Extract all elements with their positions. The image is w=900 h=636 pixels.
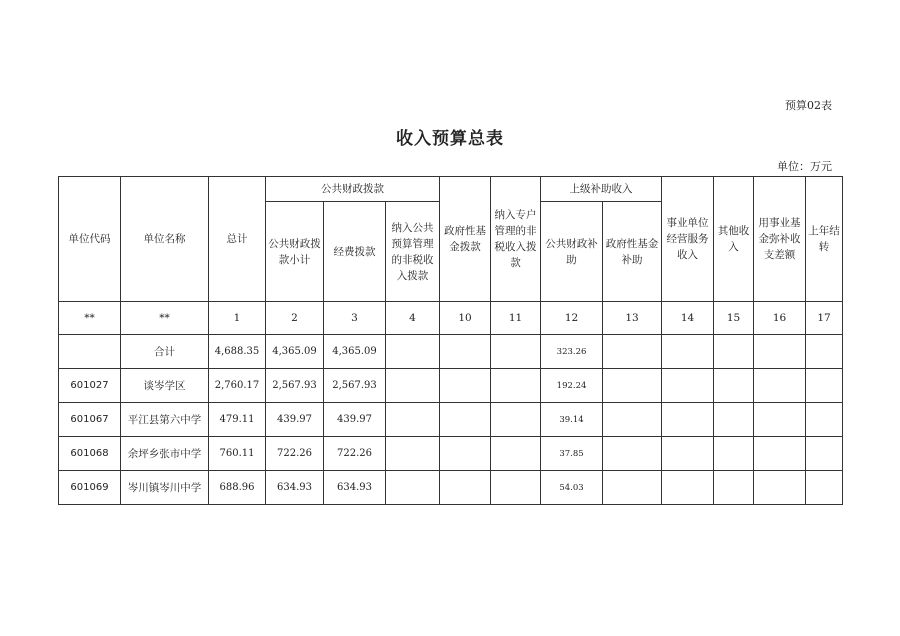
index-cell: 17 — [806, 302, 843, 335]
cell-fund-subsidy — [603, 437, 662, 471]
cell-fund-subsidy — [603, 335, 662, 369]
cell-name: 谈岑学区 — [121, 369, 209, 403]
col-header-last-year-carry: 上年结转 — [806, 177, 843, 302]
cell-total: 479.11 — [209, 403, 266, 437]
col-header-public-fiscal-subsidy: 公共财政补助 — [541, 202, 603, 302]
cell-public-subsidy: 54.03 — [541, 471, 603, 505]
cell-other — [714, 335, 754, 369]
cell-special-nontax — [491, 403, 541, 437]
cell-carry — [806, 369, 843, 403]
col-header-public-fiscal-subtotal: 公共财政拨款小计 — [266, 202, 324, 302]
cell-business — [662, 471, 714, 505]
col-group-superior-subsidy: 上级补助收入 — [541, 177, 662, 202]
table-row — [59, 471, 843, 505]
cell-carry — [806, 335, 843, 369]
cell-code: 601069 — [59, 471, 121, 505]
col-header-total: 总计 — [209, 177, 266, 302]
cell-nontax-budget — [386, 437, 440, 471]
index-cell: 15 — [714, 302, 754, 335]
cell-name: 岑川镇岑川中学 — [121, 471, 209, 505]
index-cell: 4 — [386, 302, 440, 335]
cell-operating: 439.97 — [324, 403, 386, 437]
cell-other — [714, 369, 754, 403]
table-row — [59, 403, 843, 437]
cell-subtotal: 4,365.09 — [266, 335, 324, 369]
col-header-gov-fund-subsidy: 政府性基金补助 — [603, 202, 662, 302]
col-header-gov-fund: 政府性基金拨款 — [440, 177, 491, 302]
col-header-business-income: 事业单位经营服务收入 — [662, 177, 714, 302]
cell-public-subsidy: 37.85 — [541, 437, 603, 471]
index-cell: 3 — [324, 302, 386, 335]
cell-balance — [754, 403, 806, 437]
cell-total: 688.96 — [209, 471, 266, 505]
cell-nontax-budget — [386, 471, 440, 505]
page-title: 收入预算总表 — [396, 129, 504, 149]
cell-code: 601068 — [59, 437, 121, 471]
cell-special-nontax — [491, 335, 541, 369]
cell-operating: 634.93 — [324, 471, 386, 505]
cell-other — [714, 403, 754, 437]
cell-subtotal: 2,567.93 — [266, 369, 324, 403]
index-cell: 10 — [440, 302, 491, 335]
cell-balance — [754, 335, 806, 369]
index-cell: ** — [121, 302, 209, 335]
cell-other — [714, 437, 754, 471]
index-cell: 14 — [662, 302, 714, 335]
index-cell: 1 — [209, 302, 266, 335]
index-cell: 13 — [603, 302, 662, 335]
cell-other — [714, 471, 754, 505]
cell-business — [662, 403, 714, 437]
table-row — [59, 369, 843, 403]
col-header-balance-use: 用事业基金弥补收支差额 — [754, 177, 806, 302]
cell-code — [59, 335, 121, 369]
cell-fund-subsidy — [603, 403, 662, 437]
cell-name: 合计 — [121, 335, 209, 369]
cell-gov-fund — [440, 471, 491, 505]
cell-nontax-budget — [386, 369, 440, 403]
cell-code: 601067 — [59, 403, 121, 437]
index-row — [59, 302, 843, 335]
cell-name: 余坪乡张市中学 — [121, 437, 209, 471]
cell-operating: 722.26 — [324, 437, 386, 471]
header-row-1 — [59, 177, 843, 202]
col-header-operating-funds: 经费拨款 — [324, 202, 386, 302]
col-header-special-nontax: 纳入专户管理的非税收入拨款 — [491, 177, 541, 302]
cell-public-subsidy: 192.24 — [541, 369, 603, 403]
index-cell: 11 — [491, 302, 541, 335]
cell-business — [662, 335, 714, 369]
cell-special-nontax — [491, 437, 541, 471]
cell-subtotal: 439.97 — [266, 403, 324, 437]
index-cell: 16 — [754, 302, 806, 335]
cell-special-nontax — [491, 471, 541, 505]
cell-code: 601027 — [59, 369, 121, 403]
cell-carry — [806, 471, 843, 505]
col-header-unit-code: 单位代码 — [59, 177, 121, 302]
income-budget-table — [58, 176, 843, 505]
cell-business — [662, 369, 714, 403]
cell-operating: 2,567.93 — [324, 369, 386, 403]
cell-nontax-budget — [386, 403, 440, 437]
cell-business — [662, 437, 714, 471]
cell-total: 2,760.17 — [209, 369, 266, 403]
cell-nontax-budget — [386, 335, 440, 369]
unit-label: 单位：万元 — [777, 160, 832, 173]
cell-subtotal: 634.93 — [266, 471, 324, 505]
cell-balance — [754, 369, 806, 403]
cell-public-subsidy: 39.14 — [541, 403, 603, 437]
cell-total: 4,688.35 — [209, 335, 266, 369]
cell-gov-fund — [440, 335, 491, 369]
cell-balance — [754, 471, 806, 505]
index-cell: 12 — [541, 302, 603, 335]
cell-gov-fund — [440, 369, 491, 403]
cell-special-nontax — [491, 369, 541, 403]
cell-balance — [754, 437, 806, 471]
form-number: 预算02表 — [785, 99, 832, 112]
table-row — [59, 335, 843, 369]
cell-fund-subsidy — [603, 369, 662, 403]
index-cell: 2 — [266, 302, 324, 335]
cell-gov-fund — [440, 437, 491, 471]
cell-public-subsidy: 323.26 — [541, 335, 603, 369]
table-row — [59, 437, 843, 471]
cell-carry — [806, 403, 843, 437]
cell-operating: 4,365.09 — [324, 335, 386, 369]
col-group-public-fiscal: 公共财政拨款 — [266, 177, 440, 202]
col-header-public-budget-nontax: 纳入公共预算管理的非税收入拨款 — [386, 202, 440, 302]
cell-name: 平江县第六中学 — [121, 403, 209, 437]
cell-fund-subsidy — [603, 471, 662, 505]
cell-gov-fund — [440, 403, 491, 437]
cell-total: 760.11 — [209, 437, 266, 471]
index-cell: ** — [59, 302, 121, 335]
cell-subtotal: 722.26 — [266, 437, 324, 471]
cell-carry — [806, 437, 843, 471]
col-header-other-income: 其他收入 — [714, 177, 754, 302]
col-header-unit-name: 单位名称 — [121, 177, 209, 302]
